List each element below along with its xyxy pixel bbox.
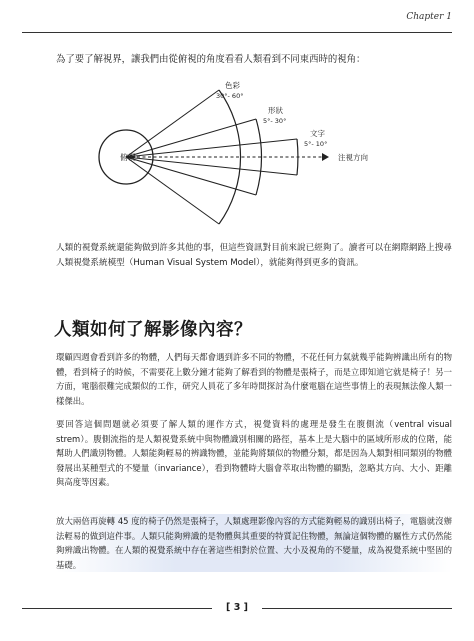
footer-rule-right [262,608,452,609]
label-shape-range: 5°- 30° [263,117,287,125]
body-paragraph-1: 環顧四週會看到許多的物體，人們每天都會遇到許多不同的物體，不花任何力氣就幾乎能夠辨識出所有的物體，看到椅子的時候，不需要花上數分鐘才能夠了解看到的物體是張椅子，而是立即知道它就是椅子！另一方面，電腦很難完成類似的工作，研究人員花了多年時間探討為什麼電腦在這些事情上的表現無法像人類一樣傑出。 [56,352,452,406]
description-paragraph: 人類的視覺系統還能夠做到許多其他的事，但這些資訊對目前來說已經夠了。讀者可以在網際網路上搜尋人類視覺系統模型（Human Visual System Model），就能夠得到更多的資訊。 [56,243,452,268]
gaze-label: 注視方向 [338,153,368,162]
label-shape: 形狀 [268,106,283,115]
body-paragraph-2: 要回答這個問題就必須要了解人類的運作方式，視覺資料的處理是發生在腹側流（ventral visual strem）。腹側流指的是人類視覺系統中與物體識別相關的路徑，基本上是大腦中的區域所形成的位階，能幫助人們識別物體。人類能夠輕易的辨識物體，並能夠將類似的物體分類，都是因為人類對相同類別的物體發展出某種型式的不變量（invariance），看到物體時大腦會萃取出物體的顯點，忽略其方向、大小、距離與高度等因素。 [56,419,452,488]
page-header [22,12,452,33]
footer-rule-left [22,608,212,609]
label-text-range: 5°- 10° [304,140,328,148]
body-paragraph-3: 放大兩倍再旋轉 45 度的椅子仍然是張椅子，人類處理影像內容的方式能夠輕易的識別出椅子，電腦就沒辦法輕易的做到這件事。人類只能夠辨識的是物體與其重要的特質記住物體，無論這個物體的屬性方式仍然能夠辨識出物體。在人類的視覺系統中存在著這些相對於位置、大小及視角的不變量，成為視覺系統中堅固的基礎。 [56,514,452,572]
label-text: 文字 [310,129,325,138]
visual-field-svg [98,80,418,230]
page-number: [ 3 ] [226,602,248,613]
visual-field-diagram [98,80,418,234]
label-color: 色彩 [225,81,240,90]
label-color-range: 30°- 60° [216,92,244,100]
page-footer [22,602,452,614]
chapter-label: Chapter 1 [406,12,452,22]
section-title: 人類如何了解影像內容？ [54,320,252,340]
eye-label: 俯視 [120,153,136,162]
intro-paragraph: 為了要了解視界，讓我們由從俯視的角度看看人類看到不同東西時的視角： [56,54,366,65]
